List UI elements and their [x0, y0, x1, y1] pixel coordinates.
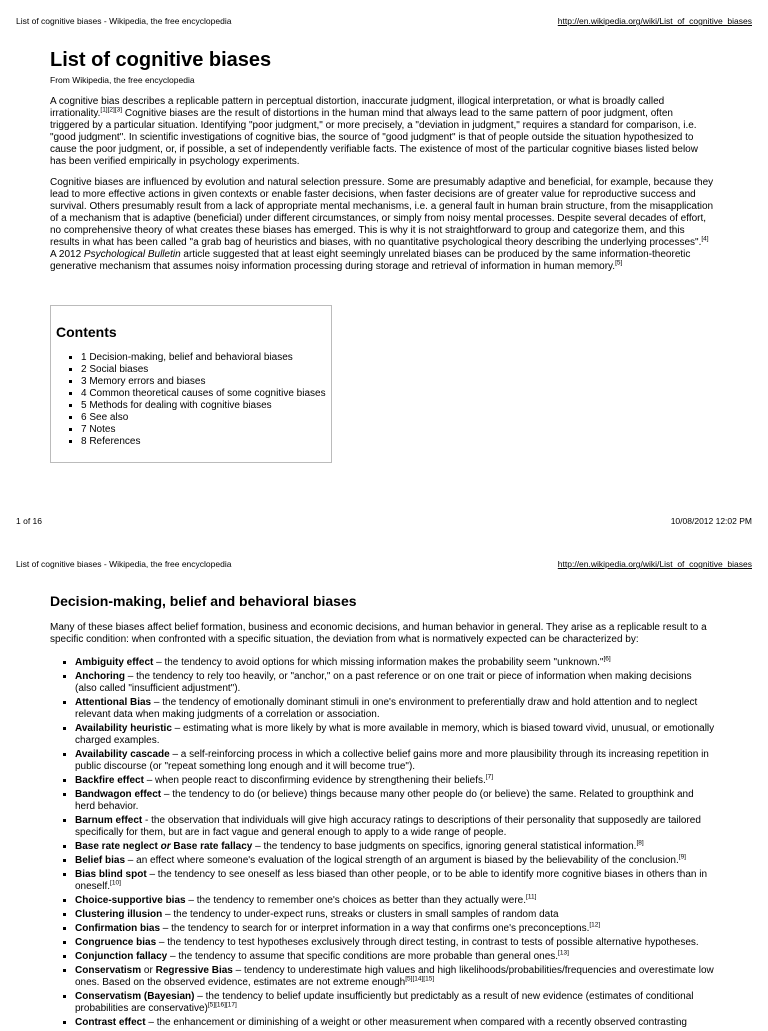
citation-link[interactable]: [10] — [110, 879, 121, 887]
bias-term-link[interactable]: Conservatism — [75, 965, 142, 976]
header-title: List of cognitive biases - Wikipedia, the free encyclopedia — [16, 16, 232, 26]
bias-term-link[interactable]: Regressive Bias — [155, 965, 233, 976]
bias-term-link[interactable]: Availability cascade — [75, 749, 170, 760]
header-url-link[interactable]: http://en.wikipedia.org/wiki/List_of_cognitive_biases — [557, 16, 752, 26]
bias-term-link[interactable]: Bias blind spot — [75, 869, 147, 880]
bias-item: ▪ Bandwagon effect – the tendency to do (or believe) things because many other people do (or believe) the same. Related to groupthink and herd behavior. — [75, 789, 715, 813]
bias-item: ▪ Anchoring – the tendency to rely too heavily, or "anchor," on a past reference or on one trait or piece of information when making decisions (also called "insufficient adjustment"). — [75, 671, 715, 695]
page-subtitle: From Wikipedia, the free encyclopedia — [50, 75, 195, 85]
intro-paragraph-2: Cognitive biases are influenced by evolution and natural selection pressure. Some are presumably adaptive and beneficial, for example, because they lead to more effective actions in given contexts or enable faster decisions, when faster decisions are of greater value for reproductive success and survival. Others presumably result from a lack of appropriate mental mechanisms, i.e. a general fault in human brain structure, from the misapplication of a mechanism that is adaptive (beneficial) under different circumstances, or simply from noisy mental processes. Despite several decades of effort, no comprehensive theory of what creates these biases has emerged. This is why it is not straightforward to group and categorize them, and this results in what has been called "a grab bag of heuristics and biases, with no quantitative psychological theory describing the underlying processes".[4] A 2012 Psychological Bulletin article suggested that at least eight seemingly unrelated biases can be produced by the same information-theoretic generative mechanism that assumes noisy information processing during storage and retrieval of information in human memory.[5] — [50, 177, 714, 272]
bias-item: ▪ Choice-supportive bias – the tendency to remember one's choices as better than they actually were.[11] — [75, 895, 715, 907]
page-title: List of cognitive biases — [50, 49, 272, 71]
section-heading: Decision-making, belief and behavioral biases — [50, 593, 357, 609]
bias-item: ▪ Availability cascade – a self-reinforcing process in which a collective belief gains more and more plausibility through its increasing repetition in public discourse (or "repeat something long enough and it will become true"). — [75, 749, 715, 773]
bias-item: ▪ Belief bias – an effect where someone's evaluation of the logical strength of an argument is biased by the believability of the conclusion.[9] — [75, 855, 715, 867]
bias-term-link[interactable]: Clustering illusion — [75, 909, 163, 920]
bias-term-link[interactable]: Backfire effect — [75, 775, 144, 786]
bias-term-link[interactable]: Contrast effect — [75, 1017, 146, 1028]
contents-item[interactable]: ▪ 5 Methods for dealing with cognitive biases — [81, 400, 326, 412]
bias-term-link[interactable]: Confirmation bias — [75, 923, 161, 934]
bias-item: ▪ Ambiguity effect – the tendency to avoid options for which missing information makes the probability seem "unknown."[6] — [75, 657, 715, 669]
bias-item: ▪ Congruence bias – the tendency to test hypotheses exclusively through direct testing, in contrast to tests of possible alternative hypotheses. — [75, 937, 715, 949]
bias-item: ▪ Backfire effect – when people react to disconfirming evidence by strengthening their beliefs.[7] — [75, 775, 715, 787]
bias-term-link[interactable]: Conservatism (Bayesian) — [75, 991, 195, 1002]
bias-term-link[interactable]: Choice-supportive bias — [75, 895, 186, 906]
bias-item: ▪ Conservatism or Regressive Bias – tendency to underestimate high values and high likelihoods/probabilities/frequencies and overestimate low ones. Based on the observed evidence, estimates are not extreme enough[5][14][15] — [75, 965, 715, 989]
bias-term-link[interactable]: Congruence bias — [75, 937, 157, 948]
contents-item[interactable]: ▪ 6 See also — [81, 412, 326, 424]
bias-item: ▪ Availability heuristic – estimating what is more likely by what is more available in memory, which is biased toward vivid, unusual, or emotionally charged examples. — [75, 723, 715, 747]
article-body — [50, 48, 715, 282]
citation-link[interactable]: [1][2][3] — [100, 106, 123, 114]
bias-item: ▪ Bias blind spot – the tendency to see oneself as less biased than other people, or to be able to identify more cognitive biases in others than in oneself.[10] — [75, 869, 715, 893]
contents-item[interactable]: ▪ 1 Decision-making, belief and behavioral biases — [81, 352, 326, 364]
bias-term-link[interactable]: Base rate neglect or Base rate fallacy — [75, 841, 253, 852]
citation-link[interactable]: [9] — [678, 853, 686, 861]
citation-link[interactable]: [12] — [589, 921, 601, 929]
header-title: List of cognitive biases - Wikipedia, the free encyclopedia — [16, 559, 232, 569]
bias-term-link[interactable]: Ambiguity effect — [75, 657, 154, 668]
bias-item: ▪ Confirmation bias – the tendency to search for or interpret information in a way that confirms one's preconceptions.[12] — [75, 923, 715, 935]
bias-term-link[interactable]: Barnum effect — [75, 815, 143, 826]
page-2 — [0, 555, 768, 1028]
bias-item: ▪ Contrast effect – the enhancement or diminishing of a weight or other measurement when compared with a recently observed contrasting — [75, 1017, 715, 1029]
citation-link[interactable]: [8] — [636, 839, 644, 847]
contents-list — [56, 352, 326, 448]
contents-item[interactable]: ▪ 4 Common theoretical causes of some cognitive biases — [81, 388, 326, 400]
section-intro: Many of these biases affect belief formation, business and economic decisions, and human behavior in general. They arise as a replicable result to a specific condition: when confronted with a specific situation, the deviation from what is normatively expected can be characterized by: — [50, 622, 707, 645]
citation-link[interactable]: [5][14][15] — [405, 975, 435, 983]
citation-link[interactable]: [4] — [701, 235, 709, 243]
bias-item: ▪ Clustering illusion – the tendency to under-expect runs, streaks or clusters in small samples of random data — [75, 909, 715, 921]
bias-item: ▪ Conjunction fallacy – the tendency to assume that specific conditions are more probable than general ones.[13] — [75, 951, 715, 963]
citation-link[interactable]: [7] — [485, 773, 494, 781]
contents-item[interactable]: ▪ 2 Social biases — [81, 364, 326, 376]
table-of-contents — [50, 305, 332, 463]
bias-term-link[interactable]: Bandwagon effect — [75, 789, 162, 800]
bias-item: ▪ Barnum effect - the observation that individuals will give high accuracy ratings to descriptions of their personality that supposedly are tailored specifically for them, but are in fact vague and general enough to apply to a wide range of people. — [75, 815, 715, 839]
citation-link[interactable]: [6] — [603, 655, 611, 663]
bias-term-link[interactable]: Attentional Bias — [75, 697, 152, 708]
citation-link[interactable]: [5][16][17] — [207, 1001, 237, 1009]
intro-paragraph-1: A cognitive bias describes a replicable pattern in perceptual distortion, inaccurate judgment, illogical interpretation, or what is broadly called irrationality.[1][2][3] Cognitive biases are the result of distortions in the human mind that always lead to the same pattern of poor judgment, often triggered by a particular situation. Identifying "poor judgment," or more precisely, a "deviation in judgment," requires a standard for comparison, i.e. "good judgment". In scientific investigations of cognitive bias, the source of "good judgment" is that of people outside the situation hypothesized to cause the poor judgment, or, if possible, a set of independently verifiable facts. The existence of most of the particular cognitive biases listed below has been verified empirically in psychology experiments. — [50, 96, 698, 167]
page-number: 1 of 16 — [16, 516, 42, 526]
print-date: 10/08/2012 12:02 PM — [670, 516, 752, 526]
bias-list — [50, 657, 715, 1029]
bias-item: ▪ Conservatism (Bayesian) – the tendency to belief update insufficiently but predictably as a result of new evidence (estimates of conditional probabilities are conservative)[5][16][17] — [75, 991, 715, 1015]
bias-term-link[interactable]: Conjunction fallacy — [75, 951, 168, 962]
citation-link[interactable]: [5] — [615, 259, 623, 267]
section-body — [50, 592, 715, 1031]
contents-item[interactable]: ▪ 3 Memory errors and biases — [81, 376, 326, 388]
bias-term-link[interactable]: Availability heuristic — [75, 723, 172, 734]
page-header — [16, 559, 752, 571]
contents-item[interactable]: ▪ 7 Notes — [81, 424, 326, 436]
header-url-link[interactable]: http://en.wikipedia.org/wiki/List_of_cognitive_biases — [557, 559, 752, 569]
contents-title: Contents — [56, 324, 117, 340]
bias-item: ▪ Attentional Bias – the tendency of emotionally dominant stimuli in one's environment to preferentially draw and hold attention and to neglect relevant data when making judgments of a correlation or association. — [75, 697, 715, 721]
contents-item[interactable]: ▪ 8 References — [81, 436, 326, 448]
bias-term-link[interactable]: Anchoring — [75, 671, 125, 682]
bias-term-link[interactable]: Belief bias — [75, 855, 126, 866]
page-header — [16, 16, 752, 28]
citation-link[interactable]: [13] — [558, 949, 569, 957]
citation-link[interactable]: [11] — [526, 893, 537, 901]
bias-item: ▪ Base rate neglect or Base rate fallacy – the tendency to base judgments on specifics, ignoring general statistical information.[8] — [75, 841, 715, 853]
